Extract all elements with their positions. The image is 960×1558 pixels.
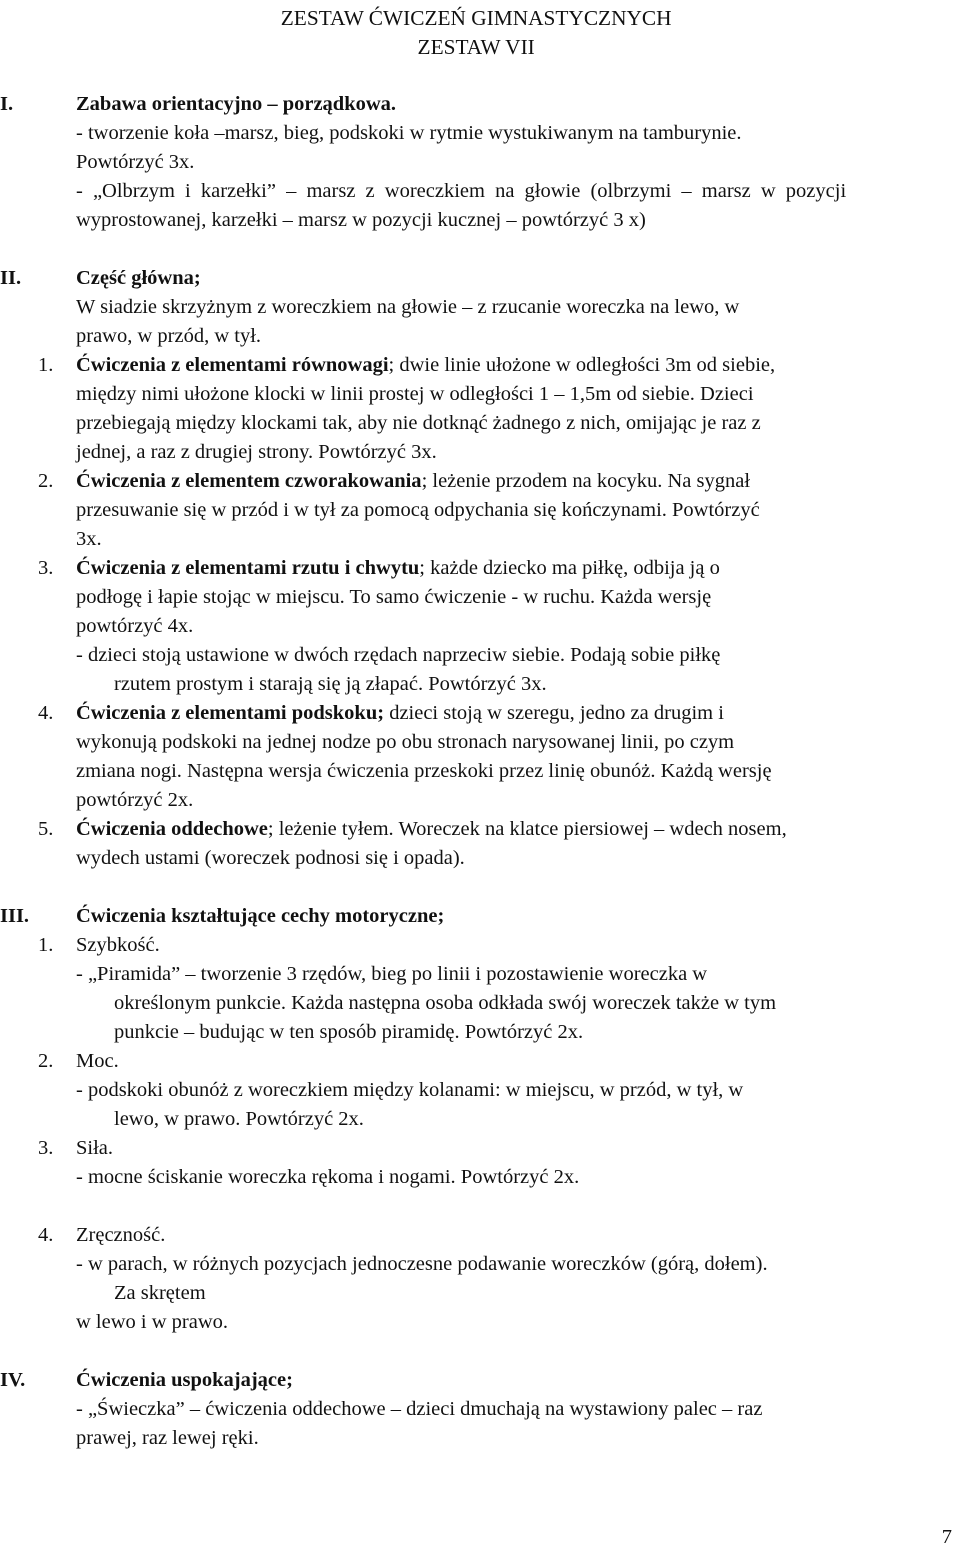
exercise-line: przebiegają między klockami tak, aby nie dotknąć żadnego z nich, omijając je raz z — [76, 412, 761, 434]
exercise-heading: Ćwiczenia z elementami równowagi — [76, 354, 389, 376]
motor-skill-line: - mocne ściskanie woreczka rękoma i nogami. Powtórzyć 2x. — [76, 1166, 580, 1188]
item-number: 3. — [38, 1137, 54, 1159]
item-number: 5. — [38, 818, 54, 840]
section-4-line: - „Świeczka” – ćwiczenia oddechowe – dzieci dmuchają na wystawiony palec – raz — [76, 1398, 763, 1420]
exercise-line: powtórzyć 4x. — [76, 615, 194, 637]
section-2-line: prawo, w przód, w tył. — [76, 325, 262, 347]
exercise-heading: Ćwiczenia oddechowe — [76, 818, 268, 840]
motor-skill-title: Siła. — [76, 1137, 114, 1159]
section-2-title: Część główna; — [76, 267, 201, 289]
exercise-item-1 — [76, 355, 775, 376]
section-1-title: Zabawa orientacyjno – porządkowa. — [76, 93, 397, 115]
item-number: 3. — [38, 557, 54, 579]
exercise-line: wykonują podskoki na jednej nodze po obu stronach narysowanej linii, po czym — [76, 731, 735, 753]
item-number: 4. — [38, 702, 54, 724]
motor-skill-line: - w parach, w różnych pozycjach jednoczesne podawanie woreczków (górą, dołem). — [76, 1253, 768, 1275]
motor-skill-line: w lewo i w prawo. — [76, 1311, 229, 1333]
section-1-number: I. — [0, 93, 14, 115]
page-number: 7 — [941, 1526, 952, 1548]
item-number: 4. — [38, 1224, 54, 1246]
item-number: 1. — [38, 354, 54, 376]
motor-skill-line: - podskoki obunóż z woreczkiem między kolanami: w miejscu, w przód, w tył, w — [76, 1079, 744, 1101]
exercise-line: podłogę i łapie stojąc w miejscu. To samo ćwiczenie - w ruchu. Każda wersję — [76, 586, 712, 608]
exercise-text: ; leżenie przodem na kocyku. Na sygnał — [421, 470, 751, 492]
exercise-item-5 — [76, 819, 787, 840]
section-1-line: - tworzenie koła –marsz, bieg, podskoki w rytmie wystukiwanym na tamburynie. — [76, 122, 742, 144]
section-4-line: prawej, raz lewej ręki. — [76, 1427, 259, 1449]
exercise-line: rzutem prostym i starają się ją złapać. Powtórzyć 3x. — [114, 673, 547, 695]
section-2-line: W siadzie skrzyżnym z woreczkiem na głowie – z rzucanie woreczka na lewo, w — [76, 296, 740, 318]
exercise-line: - dzieci stoją ustawione w dwóch rzędach naprzeciw siebie. Podają sobie piłkę — [76, 644, 721, 666]
section-1-line: - „Olbrzym i karzełki” – marsz z woreczkiem na głowie (olbrzymi – marsz w pozycji — [76, 180, 847, 202]
exercise-text: ; dwie linie ułożone w odległości 3m od siebie, — [388, 354, 776, 376]
exercise-heading: Ćwiczenia z elementem czworakowania — [76, 470, 422, 492]
exercise-line: jednej, a raz z drugiej strony. Powtórzyć 3x. — [76, 441, 437, 463]
motor-skill-line: - „Piramida” – tworzenie 3 rzędów, bieg po linii i pozostawienie woreczka w — [76, 963, 708, 985]
page-title: ZESTAW ĆWICZEŃ GIMNASTYCZNYCH — [280, 6, 672, 30]
exercise-line: 3x. — [76, 528, 102, 550]
exercise-line: przesuwanie się w przód i w tył za pomocą odpychania się kończynami. Powtórzyć — [76, 499, 760, 521]
exercise-line: wydech ustami (woreczek podnosi się i opada). — [76, 847, 465, 869]
motor-skill-title: Szybkość. — [76, 934, 160, 956]
section-2-number: II. — [0, 267, 22, 289]
section-1-line: Powtórzyć 3x. — [76, 151, 195, 173]
section-4-title: Ćwiczenia uspokajające; — [76, 1369, 293, 1391]
page-subtitle: ZESTAW VII — [417, 35, 535, 59]
section-3-title: Ćwiczenia kształtujące cechy motoryczne; — [76, 905, 445, 927]
exercise-text: dzieci stoją w szeregu, jedno za drugim i — [384, 702, 724, 724]
section-3-number: III. — [0, 905, 30, 927]
exercise-line: między nimi ułożone klocki w linii prostej w odległości 1 – 1,5m od siebie. Dzieci — [76, 383, 754, 405]
exercise-heading: Ćwiczenia z elementami podskoku; — [76, 702, 385, 724]
motor-skill-line: punkcie – budując w ten sposób piramidę. Powtórzyć 2x. — [114, 1021, 584, 1043]
motor-skill-title: Moc. — [76, 1050, 119, 1072]
exercise-line: powtórzyć 2x. — [76, 789, 194, 811]
section-1-line: wyprostowanej, karzełki – marsz w pozycji kucznej – powtórzyć 3 x) — [76, 209, 646, 231]
exercise-line: zmiana nogi. Następna wersja ćwiczenia przeskoki przez linię obunóż. Każdą wersję — [76, 760, 772, 782]
motor-skill-line: określonym punkcie. Każda następna osoba odkłada swój woreczek także w tym — [114, 992, 777, 1014]
motor-skill-title: Zręczność. — [76, 1224, 166, 1246]
exercise-item-2 — [76, 471, 750, 492]
item-number: 1. — [38, 934, 54, 956]
motor-skill-line: lewo, w prawo. Powtórzyć 2x. — [114, 1108, 364, 1130]
exercise-text: ; każde dziecko ma piłkę, odbija ją o — [419, 557, 720, 579]
exercise-text: ; leżenie tyłem. Woreczek na klatce piersiowej – wdech nosem, — [267, 818, 787, 840]
exercise-heading: Ćwiczenia z elementami rzutu i chwytu — [76, 557, 420, 579]
motor-skill-line: Za skrętem — [114, 1282, 206, 1304]
exercise-item-3 — [76, 558, 720, 579]
section-4-number: IV. — [0, 1369, 26, 1391]
item-number: 2. — [38, 1050, 54, 1072]
item-number: 2. — [38, 470, 54, 492]
exercise-item-4 — [76, 703, 724, 724]
